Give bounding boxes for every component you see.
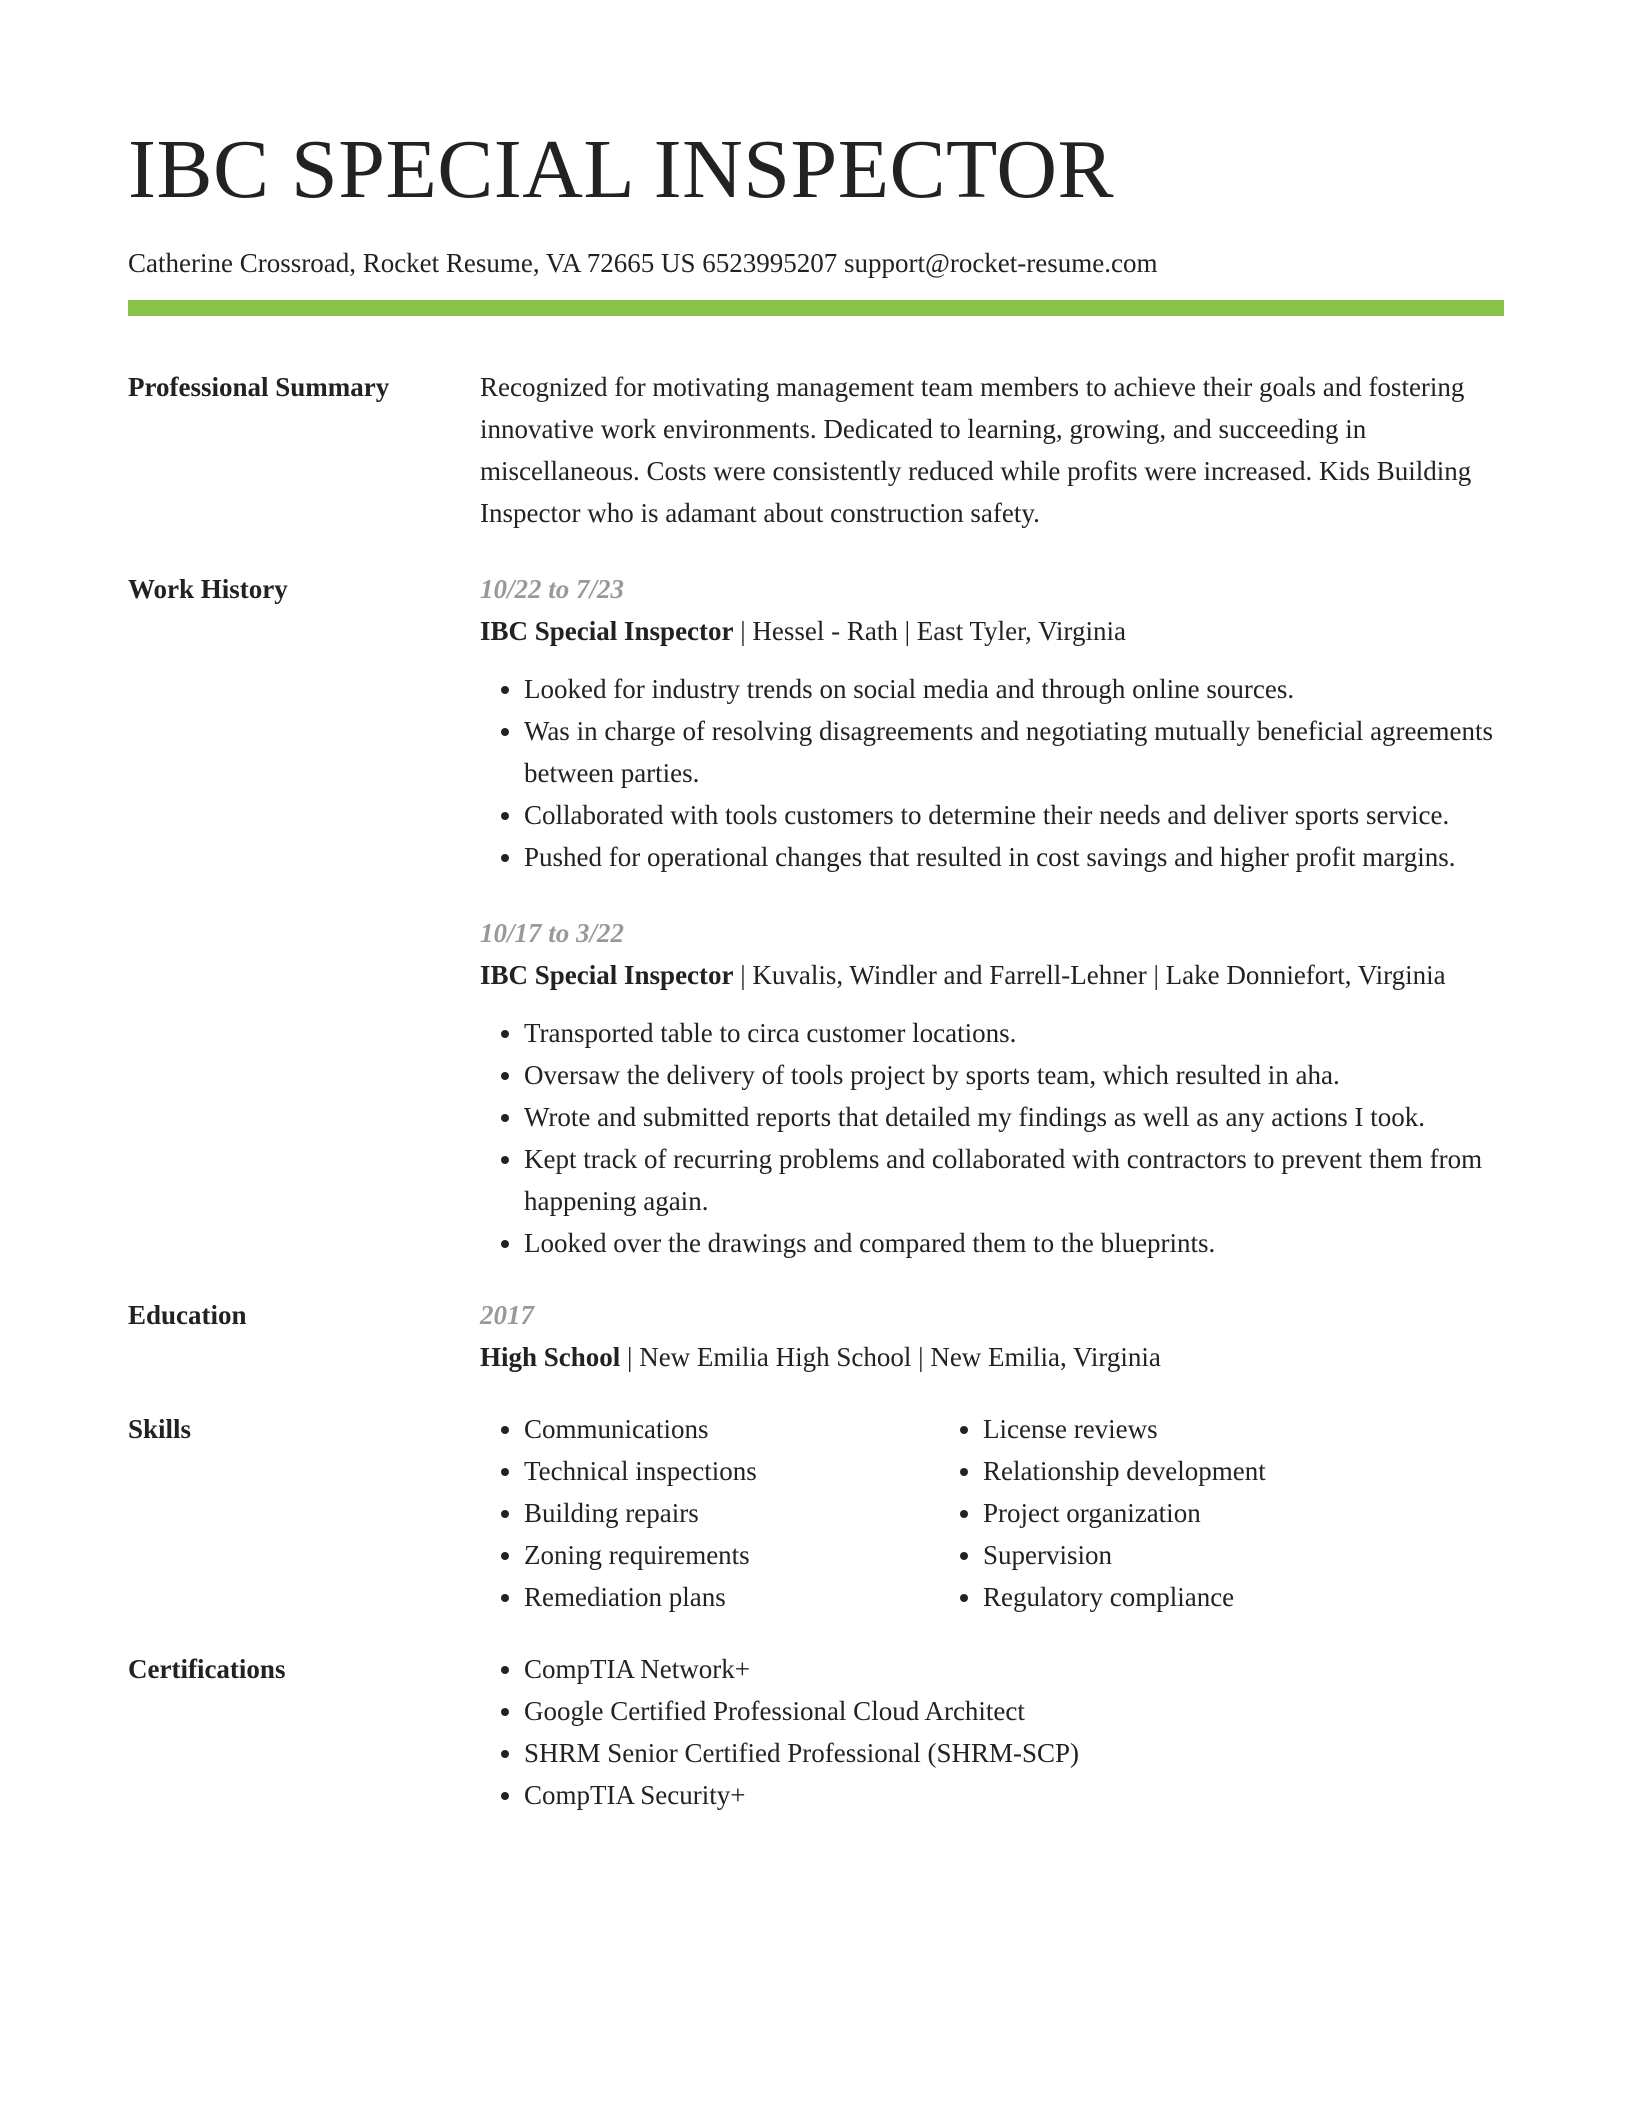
skill-item: • Zoning requirements — [524, 1534, 939, 1576]
job-entry — [480, 568, 1504, 878]
resume-title: IBC SPECIAL INSPECTOR — [128, 123, 1115, 216]
job-details: | Kuvalis, Windler and Farrell-Lehner | Lake Donniefort, Virginia — [733, 960, 1446, 990]
job-date: 10/17 to 3/22 — [480, 918, 625, 948]
certifications-list — [480, 1648, 1504, 1816]
certifications-label: Certifications — [128, 1654, 286, 1684]
job-bullets — [480, 1012, 1504, 1264]
skill-item: • Technical inspections — [524, 1450, 939, 1492]
job-bullet: • Transported table to circa customer locations. — [524, 1012, 1504, 1054]
skill-item: • Supervision — [983, 1534, 1398, 1576]
skill-item: • Project organization — [983, 1492, 1398, 1534]
job-title: IBC Special Inspector — [480, 960, 734, 990]
certification-item: • CompTIA Security+ — [524, 1774, 1504, 1816]
job-heading — [480, 610, 1504, 652]
job-bullet: • Wrote and submitted reports that detailed my findings as well as any actions I took. — [524, 1096, 1504, 1138]
work-history-body — [480, 568, 1504, 1264]
job-bullet: • Collaborated with tools customers to determine their needs and deliver sports service. — [524, 794, 1504, 836]
skill-item: • License reviews — [983, 1408, 1398, 1450]
job-entry — [480, 912, 1504, 1264]
work-history-section — [128, 568, 1504, 1264]
certifications-section — [128, 1648, 1504, 1816]
job-details: | Hessel - Rath | East Tyler, Virginia — [733, 616, 1126, 646]
skill-item: • Relationship development — [983, 1450, 1398, 1492]
skill-item: • Regulatory compliance — [983, 1576, 1398, 1618]
education-section — [128, 1294, 1504, 1378]
education-date: 2017 — [480, 1300, 534, 1330]
contact-line: Catherine Crossroad, Rocket Resume, VA 72665 US 6523995207 support@rocket-resume.com — [128, 248, 1158, 278]
header-divider — [128, 300, 1504, 316]
education-degree: High School — [480, 1342, 621, 1372]
job-bullet: • Looked over the drawings and compared them to the blueprints. — [524, 1222, 1504, 1264]
education-body — [480, 1294, 1504, 1378]
education-details: | New Emilia High School | New Emilia, Virginia — [620, 1342, 1161, 1372]
job-heading — [480, 954, 1504, 996]
education-heading — [480, 1336, 1504, 1378]
skills-grid — [480, 1408, 1504, 1618]
education-label: Education — [128, 1300, 247, 1330]
job-bullet: • Was in charge of resolving disagreements and negotiating mutually beneficial agreements between parties. — [524, 710, 1504, 794]
certification-item: • Google Certified Professional Cloud Architect — [524, 1690, 1504, 1732]
summary-label: Professional Summary — [128, 372, 390, 402]
job-bullet: • Looked for industry trends on social media and through online sources. — [524, 668, 1504, 710]
skills-list-right — [939, 1408, 1398, 1618]
job-bullet: • Kept track of recurring problems and collaborated with contractors to prevent them from happening again. — [524, 1138, 1504, 1222]
certification-item: • CompTIA Network+ — [524, 1648, 1504, 1690]
skills-label: Skills — [128, 1414, 192, 1444]
job-bullet: • Pushed for operational changes that resulted in cost savings and higher profit margins. — [524, 836, 1504, 878]
skills-body — [480, 1408, 1504, 1618]
skills-section — [128, 1408, 1504, 1618]
job-title: IBC Special Inspector — [480, 616, 734, 646]
work-history-label: Work History — [128, 574, 288, 604]
summary-section — [128, 366, 1504, 534]
skill-item: • Remediation plans — [524, 1576, 939, 1618]
job-date: 10/22 to 7/23 — [480, 574, 625, 604]
job-bullets — [480, 668, 1504, 878]
summary-text: Recognized for motivating management team members to achieve their goals and fostering innovative work environments. Dedicated to learning, growing, and succeeding in miscellaneous. Costs were consistently reduced while profits were increased. Kids Building Inspector who is adamant about construction safety. — [480, 372, 1472, 528]
certifications-body — [480, 1648, 1504, 1816]
skill-item: • Building repairs — [524, 1492, 939, 1534]
skills-list-left — [480, 1408, 939, 1618]
job-bullet: • Oversaw the delivery of tools project by sports team, which resulted in aha. — [524, 1054, 1504, 1096]
certification-item: • SHRM Senior Certified Professional (SHRM-SCP) — [524, 1732, 1504, 1774]
skill-item: • Communications — [524, 1408, 939, 1450]
